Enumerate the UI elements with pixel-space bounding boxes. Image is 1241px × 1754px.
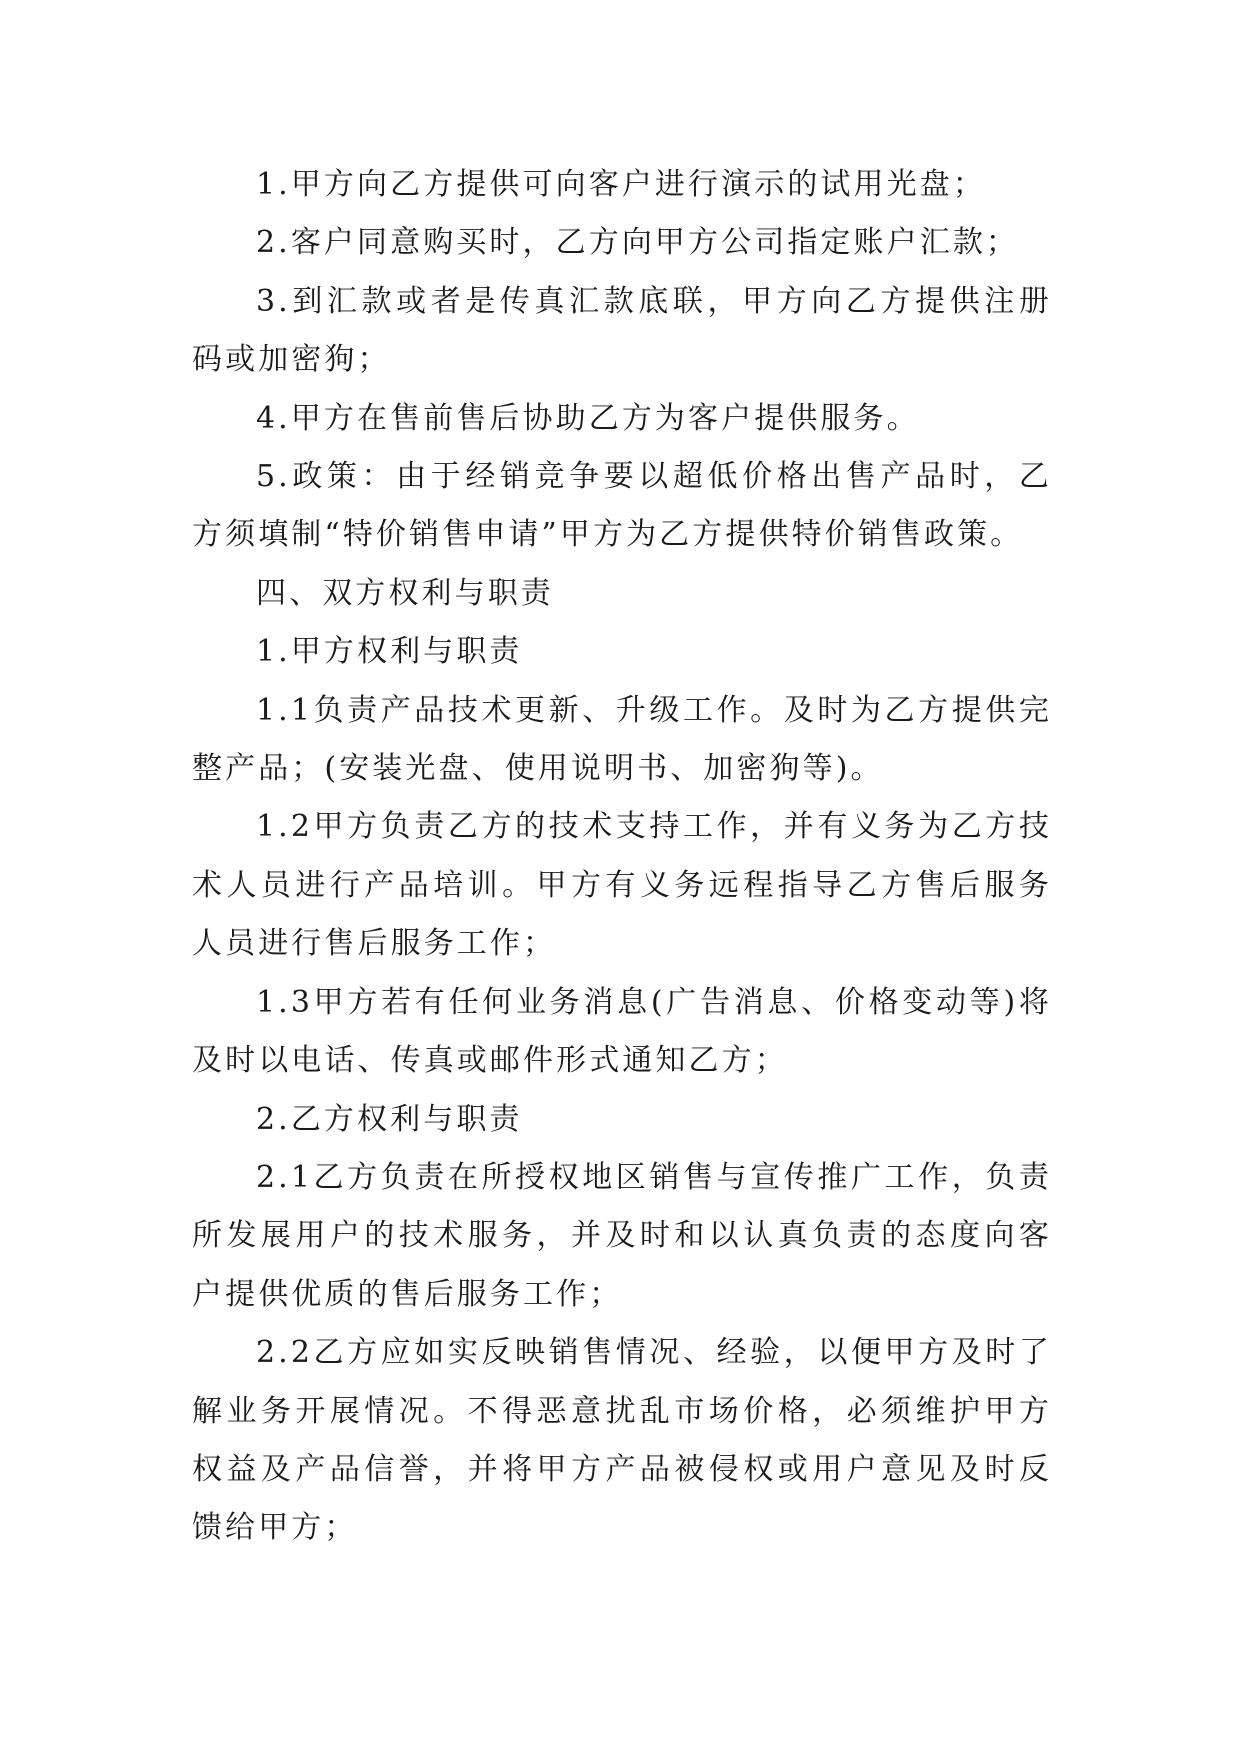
paragraph-presale-service: 4.甲方在售前售后协助乙方为客户提供服务。 xyxy=(256,400,920,436)
section-heading-rights: 四、双方权利与职责 xyxy=(256,575,554,611)
subheading-party-b: 2.乙方权利与职责 xyxy=(256,1101,523,1137)
clause-1-3: 1.3甲方若有任何业务消息(广告消息、价格变动等)将及时以电话、传真或邮件形式通知乙方； xyxy=(192,984,1052,1079)
paragraph-demo-disc: 1.甲方向乙方提供可向客户进行演示的试用光盘； xyxy=(256,167,986,202)
subheading-party-a: 1.甲方权利与职责 xyxy=(256,634,523,670)
clause-1-1: 1.1负责产品技术更新、升级工作。及时为乙方提供完整产品；(安装光盘、使用说明书、加密狗等)。 xyxy=(192,692,1052,787)
paragraph-registration-code: 3.到汇款或者是传真汇款底联，甲方向乙方提供注册码或加密狗； xyxy=(192,283,1052,378)
clause-2-2: 2.2乙方应如实反映销售情况、经验，以便甲方及时了解业务开展情况。不得恶意扰乱市场价格，必须维护甲方权益及产品信誉，并将甲方产品被侵权或用户意见及时反馈给甲方； xyxy=(192,1335,1052,1546)
paragraph-pricing-policy: 5.政策：由于经销竞争要以超低价格出售产品时，乙方须填制“特价销售申请”甲方为乙方提供特价销售政策。 xyxy=(192,459,1052,553)
clause-1-2: 1.2甲方负责乙方的技术支持工作，并有义务为乙方技术人员进行产品培训。甲方有义务远程指导乙方售后服务人员进行售后服务工作； xyxy=(192,809,1052,962)
clause-2-1: 2.1乙方负责在所授权地区销售与宣传推广工作，负责所发展用户的技术服务，并及时和以认真负责的态度向客户提供优质的售后服务工作； xyxy=(192,1159,1052,1312)
paragraph-customer-payment: 2.客户同意购买时，乙方向甲方公司指定账户汇款； xyxy=(256,225,1020,261)
document-body xyxy=(192,156,1052,1558)
